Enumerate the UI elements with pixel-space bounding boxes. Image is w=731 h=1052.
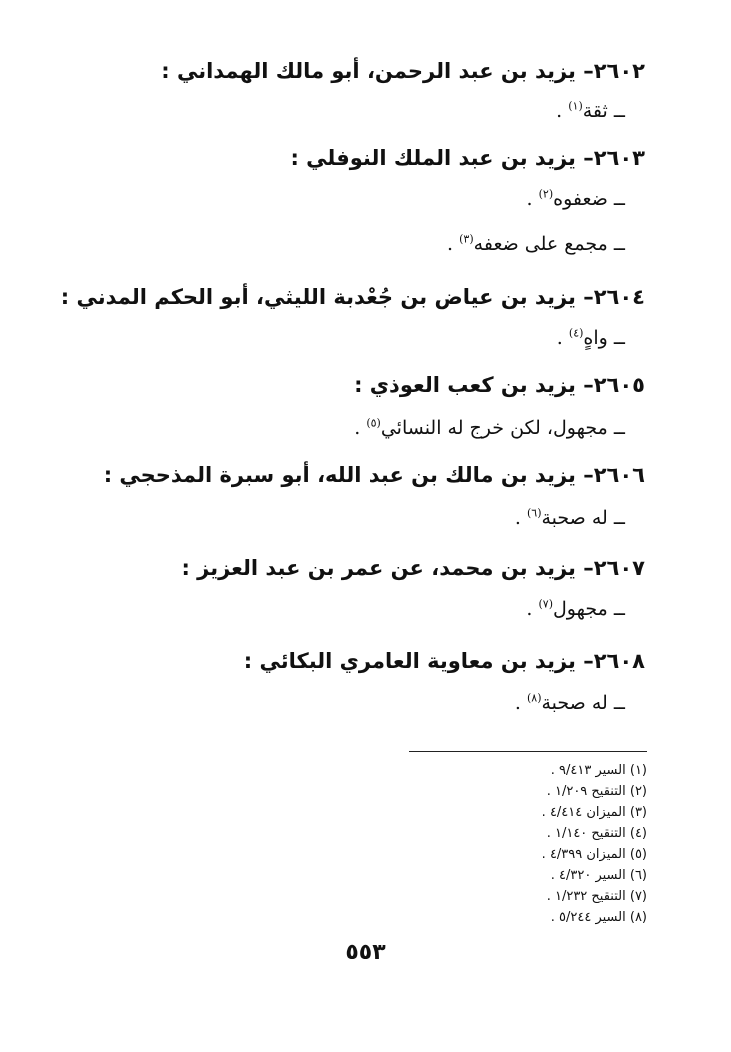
footnote-ref[interactable]: (٦) xyxy=(526,506,542,520)
footnote-7: (٧) التنقيح ١/٢٣٢ . xyxy=(546,889,647,904)
entry-end: . xyxy=(514,692,527,714)
entry-heading-2605: ٢٦٠٥– يزيد بن كعب العوذي : xyxy=(354,373,645,397)
entry-end: . xyxy=(526,188,539,210)
footnote-1: (١) السير ٩/٤١٣ . xyxy=(550,763,647,778)
entry-2606-line-1 xyxy=(515,503,625,533)
page-number: ٥٥٣ xyxy=(345,940,386,965)
footnote-ref[interactable]: (٢) xyxy=(538,187,554,201)
entry-heading-2608: ٢٦٠٨– يزيد بن معاوية العامري البكائي : xyxy=(243,649,645,673)
footnote-ref[interactable]: (٥) xyxy=(366,416,381,430)
entry-text: ــ مجمع على ضعفه xyxy=(473,233,625,255)
entry-2602-line-1 xyxy=(556,96,625,126)
entry-text: ــ له صحبة xyxy=(541,507,625,529)
entry-end: . xyxy=(556,327,569,349)
entry-heading-2603: ٢٦٠٣– يزيد بن عبد الملك النوفلي : xyxy=(290,146,645,170)
entry-text: ــ مجهول، لكن خرج له النسائي xyxy=(380,417,625,439)
footnote-separator xyxy=(409,751,647,752)
entry-2604-line-1 xyxy=(557,323,625,353)
entry-heading-2602: ٢٦٠٢– يزيد بن عبد الرحمن، أبو مالك الهمداني : xyxy=(161,59,645,83)
entry-end: . xyxy=(526,598,539,620)
footnote-6: (٦) السير ٤/٣٢٠ . xyxy=(550,868,647,883)
entry-end: . xyxy=(447,233,460,255)
footnote-ref[interactable]: (٧) xyxy=(538,597,553,611)
entry-heading-2607: ٢٦٠٧– يزيد بن محمد، عن عمر بن عبد العزيز : xyxy=(181,556,645,580)
footnote-ref[interactable]: (١) xyxy=(568,99,583,113)
footnote-ref[interactable]: (٤) xyxy=(568,326,584,340)
entry-2607-line-1 xyxy=(526,594,625,624)
entry-text: ــ ثقة xyxy=(582,100,625,122)
entry-2608-line-1 xyxy=(515,688,625,718)
entry-heading-2604: ٢٦٠٤– يزيد بن عياض بن جُعْدبة الليثي، أبو الحكم المدني : xyxy=(60,285,645,309)
entry-end: . xyxy=(354,417,367,439)
entry-2605-line-1 xyxy=(354,413,625,443)
entry-text: ــ له صحبة xyxy=(541,692,625,714)
footnote-8: (٨) السير ٥/٢٤٤ . xyxy=(550,910,647,925)
entry-text: ــ ضعفوه xyxy=(553,188,625,210)
entry-2603-line-2 xyxy=(447,229,625,259)
entry-2603-line-1 xyxy=(527,184,625,214)
footnote-4: (٤) التنقيح ١/١٤٠ . xyxy=(546,826,647,841)
footnote-5: (٥) الميزان ٤/٣٩٩ . xyxy=(541,847,647,862)
entry-end: . xyxy=(514,507,527,529)
footnote-ref[interactable]: (٨) xyxy=(526,691,542,705)
entry-heading-2606: ٢٦٠٦– يزيد بن مالك بن عبد الله، أبو سبرة المذحجي : xyxy=(103,463,645,487)
footnotes-list xyxy=(542,760,647,928)
entry-end: . xyxy=(556,100,569,122)
entry-text: ــ مجهول xyxy=(553,598,625,620)
entry-text: ــ واهٍ xyxy=(583,327,625,349)
footnote-ref[interactable]: (٣) xyxy=(459,232,474,246)
footnote-2: (٢) التنقيح ١/٢٠٩ . xyxy=(546,784,647,799)
footnote-3: (٣) الميزان ٤/٤١٤ . xyxy=(541,805,647,820)
